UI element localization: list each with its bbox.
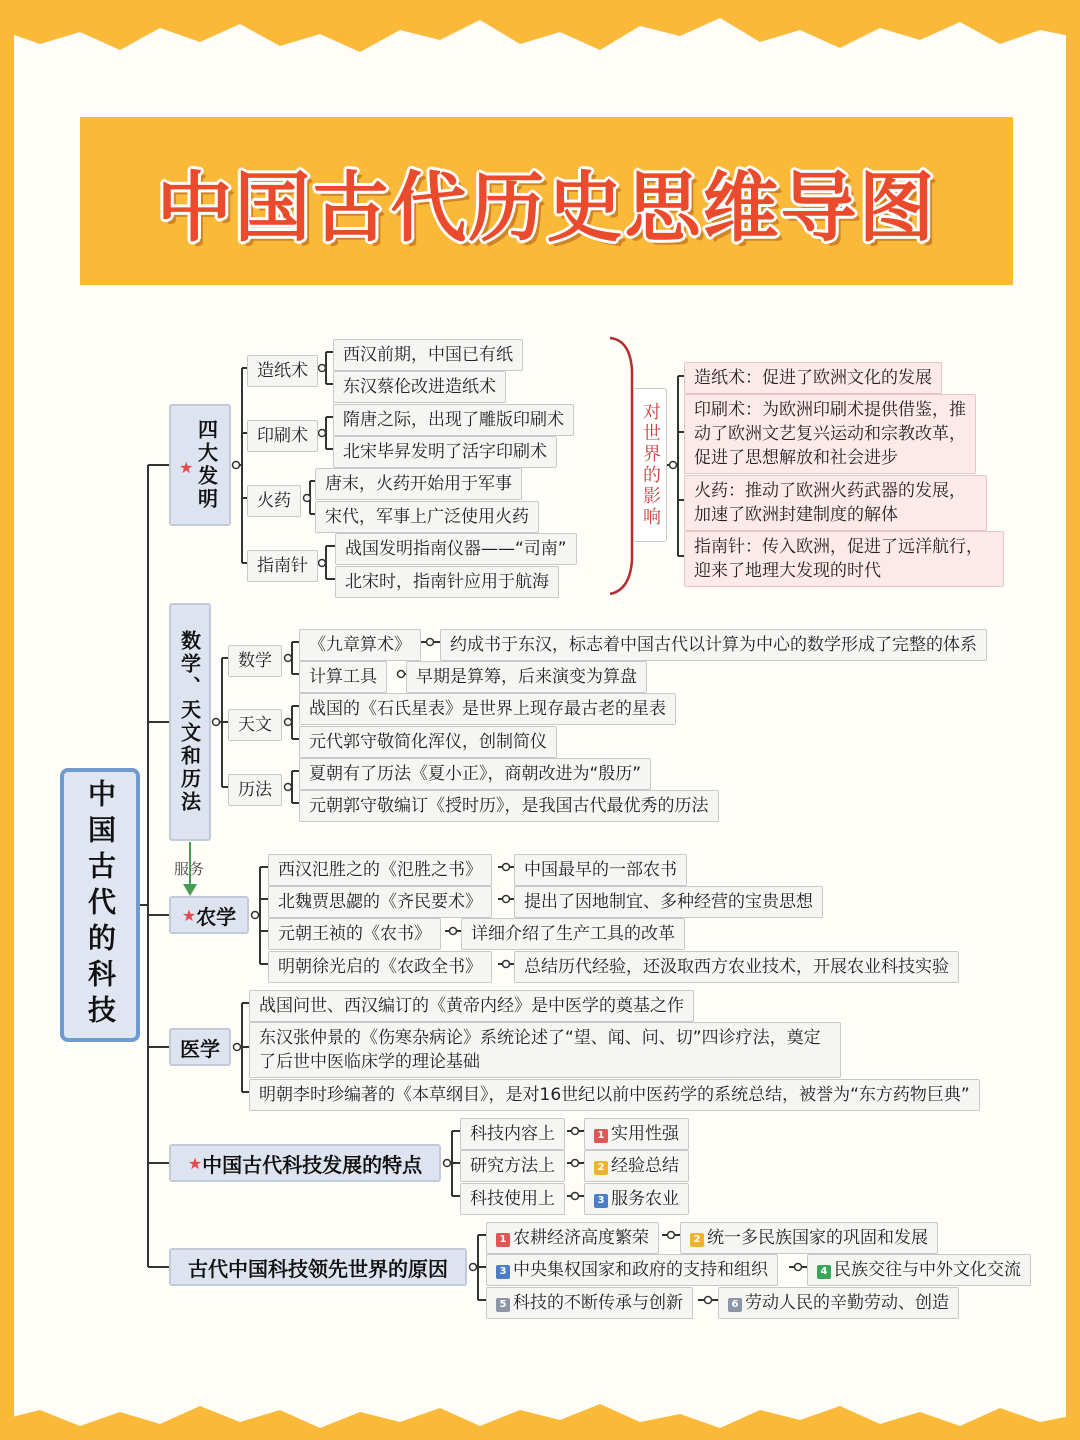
medicine-item-1: 战国问世、西汉编订的《黄帝内经》是中医学的奠基之作 xyxy=(249,990,694,1022)
math-group: 数学 xyxy=(228,645,282,677)
reason-text: 中央集权国家和政府的支持和组织 xyxy=(513,1260,768,1280)
number-badge-icon: 2 xyxy=(594,1161,608,1175)
star-icon: ★ xyxy=(181,905,197,925)
reason-text: 民族交往与中外文化交流 xyxy=(834,1260,1021,1280)
medicine-node: 医学 xyxy=(169,1028,231,1066)
page-title: 中国古代历史思维导图 xyxy=(156,162,937,252)
invention-printing: 印刷术 xyxy=(247,420,318,452)
reason-3 xyxy=(486,1254,778,1286)
reasons-node: 古代中国科技领先世界的原因 xyxy=(169,1248,467,1286)
reason-1 xyxy=(486,1222,659,1254)
gunpowder-fact-1: 唐末，火药开始用于军事 xyxy=(315,468,522,500)
agri-book-1: 西汉氾胜之的《氾胜之书》 xyxy=(268,854,492,886)
number-badge-icon: 4 xyxy=(817,1265,831,1279)
agriculture-label: 农学 xyxy=(196,904,237,929)
compass-fact-2: 北宋时，指南针应用于航海 xyxy=(335,566,559,598)
feature-value-1 xyxy=(584,1118,689,1150)
invention-paper: 造纸术 xyxy=(247,355,318,387)
printing-fact-1: 隋唐之际，出现了雕版印刷术 xyxy=(333,404,574,436)
agri-detail-4: 总结历代经验，还汲取西方农业技术，开展农业科技实验 xyxy=(514,951,959,983)
features-node xyxy=(169,1144,441,1182)
agri-detail-1: 中国最早的一部农书 xyxy=(514,854,687,886)
feature-value-text: 实用性强 xyxy=(611,1124,679,1144)
medicine-item-2: 东汉张仲景的《伤寒杂病论》系统论述了“望、闻、问、切”四诊疗法，奠定了后世中医临床学的理论基础 xyxy=(249,1022,841,1078)
branch-connectors xyxy=(148,465,169,1267)
astronomy-item-1: 战国的《石氏星表》是世界上现存最古老的星表 xyxy=(299,693,676,725)
reason-4 xyxy=(807,1254,1031,1286)
math-astronomy-node: 数学、天文和历法 xyxy=(169,603,211,841)
agri-book-2: 北魏贾思勰的《齐民要术》 xyxy=(268,886,492,918)
root-node: 中国古代的科技 xyxy=(60,768,140,1042)
star-icon: ★ xyxy=(179,458,194,477)
invention-compass: 指南针 xyxy=(247,550,318,582)
math-item-jiuzhang-detail: 约成书于东汉，标志着中国古代以计算为中心的数学形成了完整的体系 xyxy=(440,629,987,661)
number-badge-icon: 1 xyxy=(496,1233,510,1247)
reason-text: 科技的不断传承与创新 xyxy=(513,1293,683,1313)
feature-value-text: 服务农业 xyxy=(611,1189,679,1209)
inventions-label: 四大发明 xyxy=(194,419,219,511)
reason-6 xyxy=(718,1287,959,1319)
number-badge-icon: 2 xyxy=(690,1233,704,1247)
math-item-tools-detail: 早期是算筹，后来演变为算盘 xyxy=(406,661,647,693)
reason-text: 农耕经济高度繁荣 xyxy=(513,1228,649,1248)
agriculture-node xyxy=(169,896,249,934)
feature-value-text: 经验总结 xyxy=(611,1156,679,1176)
root-connector xyxy=(140,465,148,1267)
impact-bracket xyxy=(610,338,632,594)
star-icon: ★ xyxy=(187,1153,203,1173)
feature-aspect-2: 研究方法上 xyxy=(460,1150,565,1182)
paper-fact-2: 东汉蔡伦改进造纸术 xyxy=(333,371,506,403)
agri-book-4: 明朝徐光启的《农政全书》 xyxy=(268,951,492,983)
number-badge-icon: 3 xyxy=(594,1194,608,1208)
math-item-tools: 计算工具 xyxy=(299,661,387,693)
printing-fact-2: 北宋毕昇发明了活字印刷术 xyxy=(333,436,557,468)
impact-printing: 印刷术：为欧洲印刷术提供借鉴，推动了欧洲文艺复兴运动和宗教改革，促进了思想解放和社会进步 xyxy=(684,394,976,474)
feature-aspect-3: 科技使用上 xyxy=(460,1183,565,1215)
medicine-item-3: 明朝李时珍编著的《本草纲目》，是对16世纪以前中医药学的系统总结，被誉为“东方药物巨典” xyxy=(249,1079,980,1111)
calendar-group: 历法 xyxy=(228,774,282,806)
paper-fact-1: 西汉前期，中国已有纸 xyxy=(333,339,523,371)
feature-value-3 xyxy=(584,1183,689,1215)
invention-gunpowder: 火药 xyxy=(247,485,301,517)
impact-compass: 指南针：传入欧洲，促进了远洋航行，迎来了地理大发现的时代 xyxy=(684,531,1004,587)
inventions-node xyxy=(169,404,231,526)
math-item-jiuzhang: 《九章算术》 xyxy=(299,629,421,661)
number-badge-icon: 3 xyxy=(496,1265,510,1279)
agri-book-3: 元朝王祯的《农书》 xyxy=(268,918,441,950)
agri-detail-2: 提出了因地制宜、多种经营的宝贵思想 xyxy=(514,886,823,918)
agri-detail-3: 详细介绍了生产工具的改革 xyxy=(461,918,685,950)
astronomy-item-2: 元代郭守敬简化浑仪，创制简仪 xyxy=(299,726,557,758)
number-badge-icon: 6 xyxy=(728,1298,742,1312)
impact-paper: 造纸术：促进了欧洲文化的发展 xyxy=(684,362,942,394)
reason-5 xyxy=(486,1287,693,1319)
feature-value-2 xyxy=(584,1150,689,1182)
number-badge-icon: 1 xyxy=(594,1129,608,1143)
serve-arrowhead xyxy=(183,884,197,896)
compass-fact-1: 战国发明指南仪器——“司南” xyxy=(335,533,577,565)
calendar-item-1: 夏朝有了历法《夏小正》，商朝改进为“殷历” xyxy=(299,758,651,790)
reason-2 xyxy=(680,1222,938,1254)
reason-text: 统一多民族国家的巩固和发展 xyxy=(707,1228,928,1248)
gunpowder-fact-2: 宋代，军事上广泛使用火药 xyxy=(315,501,539,533)
calendar-item-2: 元朝郭守敬编订《授时历》，是我国古代最优秀的历法 xyxy=(299,790,719,822)
impact-label: 对世界的影响 xyxy=(633,388,667,542)
serve-label: 服务 xyxy=(174,860,205,878)
astronomy-group: 天文 xyxy=(228,709,282,741)
reason-text: 劳动人民的辛勤劳动、创造 xyxy=(745,1293,949,1313)
feature-aspect-1: 科技内容上 xyxy=(460,1118,565,1150)
impact-gunpowder: 火药：推动了欧洲火药武器的发展，加速了欧洲封建制度的解体 xyxy=(684,475,987,531)
features-label: 中国古代科技发展的特点 xyxy=(202,1152,423,1177)
number-badge-icon: 5 xyxy=(496,1298,510,1312)
